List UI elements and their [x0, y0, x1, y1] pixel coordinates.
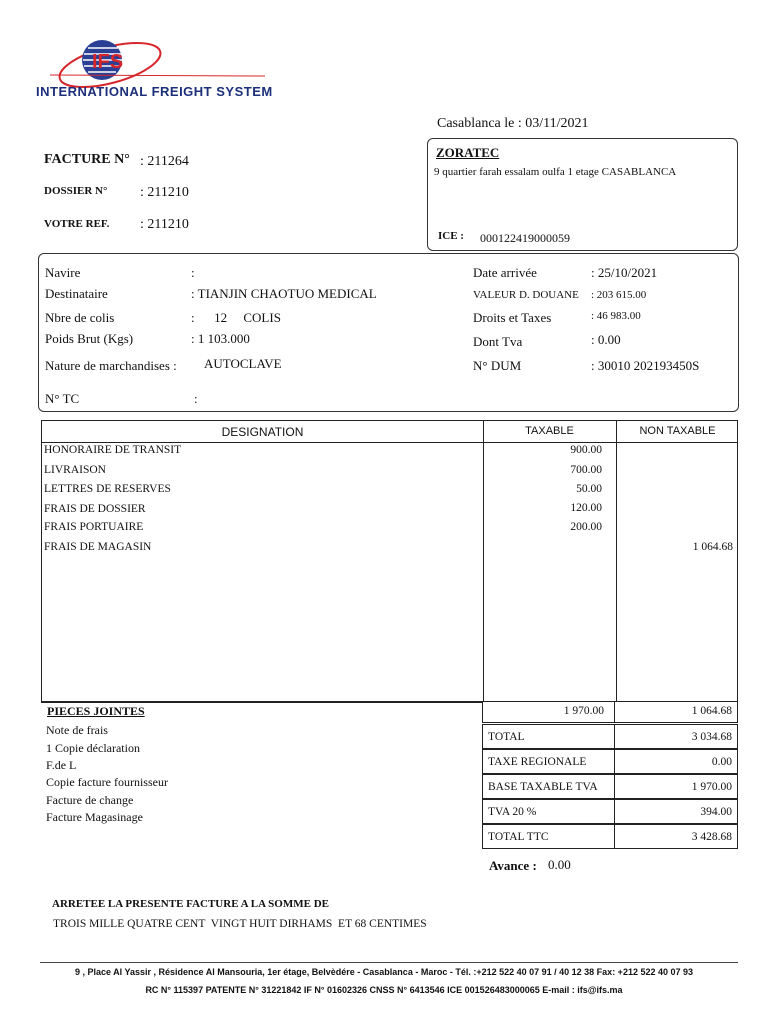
row-taxable: 200.00 [570, 521, 602, 533]
total-ttc-row [482, 824, 738, 849]
footer-address: 9 , Place Al Yassir , Résidence Al Mansouria, 1er étage, Belvèdére - Casablanca - Maroc - Tél. :+212 522 40 07 91 / 40 12 38 Fax: +212 522 40 07 93 [74, 967, 694, 977]
row-label: LIVRAISON [44, 464, 106, 476]
droits-label: Droits et Taxes [473, 310, 552, 325]
subtotal-non-taxable: 1 064.68 [691, 705, 732, 717]
subtotal-taxable-cell [482, 701, 615, 723]
taxe-regionale-value: 0.00 [711, 756, 732, 768]
base-taxable-row [482, 774, 738, 799]
row-taxable: 900.00 [570, 444, 602, 456]
facture-number: : 211264 [140, 154, 189, 169]
ref-label: VOTRE REF. [44, 218, 110, 230]
header-taxable: TAXABLE [525, 425, 574, 437]
ref-number: : 211210 [140, 217, 189, 232]
douane-label: VALEUR D. DOUANE [473, 289, 579, 301]
colis-label: Nbre de colis [45, 310, 115, 325]
total-row [482, 724, 738, 749]
row-label: FRAIS PORTUAIRE [44, 521, 144, 533]
date-value: : 25/10/2021 [591, 265, 658, 280]
pieces-item: F.de L [46, 758, 77, 772]
tva-label: Dont Tva [473, 334, 523, 349]
amount-words-title: ARRETEE LA PRESENTE FACTURE A LA SOMME DE [52, 898, 329, 910]
row-label: LETTRES DE RESERVES [44, 483, 171, 495]
navire-value: : [191, 265, 195, 280]
ice-label: ICE : [438, 230, 464, 242]
totals-divider [614, 724, 615, 849]
pieces-divider [41, 702, 482, 703]
pieces-title: PIECES JOINTES [47, 704, 145, 718]
row-taxable: 120.00 [570, 502, 602, 514]
footer-registration: RC N° 115397 PATENTE N° 31221842 IF N° 01602326 CNSS N° 6413546 ICE 001526483000065 E-mail : ifs@ifs.ma [145, 985, 623, 995]
dum-label: N° DUM [473, 358, 522, 373]
place-date: Casablanca le : 03/11/2021 [437, 116, 589, 131]
base-taxable-label: BASE TAXABLE TVA [488, 781, 598, 793]
pieces-item: Facture de change [46, 793, 134, 807]
base-taxable-value: 1 970.00 [691, 781, 732, 793]
shipment-box [38, 253, 739, 412]
colis-value: : 12 COLIS [191, 310, 281, 325]
row-taxable: 50.00 [576, 483, 602, 495]
pieces-item: Facture Magasinage [46, 810, 143, 824]
nature-label: Nature de marchandises : [45, 358, 177, 373]
row-taxable: 700.00 [570, 464, 602, 476]
tva-row [482, 799, 738, 824]
dest-label: Destinataire [45, 286, 108, 301]
client-address: 9 quartier farah essalam oulfa 1 etage CASABLANCA [434, 166, 677, 178]
taxe-regionale-label: TAXE REGIONALE [488, 756, 587, 768]
svg-text:IFS: IFS [92, 51, 124, 73]
navire-label: Navire [45, 265, 81, 280]
poids-label: Poids Brut (Kgs) [45, 331, 134, 346]
client-name: ZORATEC [436, 145, 500, 160]
subtotal-taxable: 1 970.00 [563, 705, 604, 717]
footer-divider [40, 962, 738, 963]
tva-value: : 0.00 [591, 332, 621, 347]
header-designation: DESIGNATION [221, 425, 304, 439]
pieces-item: Copie facture fournisseur [46, 775, 168, 789]
tc-value: : [194, 391, 198, 406]
header-non-taxable: NON TAXABLE [639, 425, 716, 437]
tc-label: N° TC [45, 391, 80, 406]
taxe-regionale-row [482, 749, 738, 774]
total-ttc-label: TOTAL TTC [488, 831, 549, 843]
row-label: HONORAIRE DE TRANSIT [44, 444, 182, 456]
items-table [41, 420, 738, 702]
pieces-item: 1 Copie déclaration [46, 741, 140, 755]
tva-row-label: TVA 20 % [488, 806, 537, 818]
tva-row-value: 394.00 [700, 806, 732, 818]
total-label: TOTAL [488, 731, 525, 743]
avance-label: Avance : [489, 858, 537, 873]
dossier-number: : 211210 [140, 185, 189, 200]
client-box [427, 138, 738, 251]
date-label: Date arrivée [473, 265, 537, 280]
dossier-label: DOSSIER N° [44, 185, 108, 197]
douane-value: : 203 615.00 [591, 289, 647, 301]
row-non-taxable: 1 064.68 [692, 541, 733, 553]
dest-value: : TIANJIN CHAOTUO MEDICAL [191, 286, 377, 301]
poids-value: : 1 103.000 [191, 331, 250, 346]
nature-value: AUTOCLAVE [204, 356, 282, 371]
total-ttc-value: 3 428.68 [691, 831, 732, 843]
facture-label: FACTURE N° [44, 152, 130, 167]
pieces-item: Note de frais [46, 723, 108, 737]
dum-value: : 30010 202193450S [591, 358, 700, 373]
avance-value: 0.00 [548, 857, 571, 872]
company-name: INTERNATIONAL FREIGHT SYSTEM [36, 84, 273, 99]
amount-words: TROIS MILLE QUATRE CENT VINGT HUIT DIRHAMS ET 68 CENTIMES [53, 918, 427, 930]
subtotal-non-taxable-cell [614, 701, 738, 723]
row-label: FRAIS DE MAGASIN [44, 541, 152, 553]
row-label: FRAIS DE DOSSIER [44, 503, 146, 515]
ice-value: 000122419000059 [480, 231, 570, 245]
droits-value: : 46 983.00 [591, 310, 641, 322]
total-value: 3 034.68 [691, 731, 732, 743]
